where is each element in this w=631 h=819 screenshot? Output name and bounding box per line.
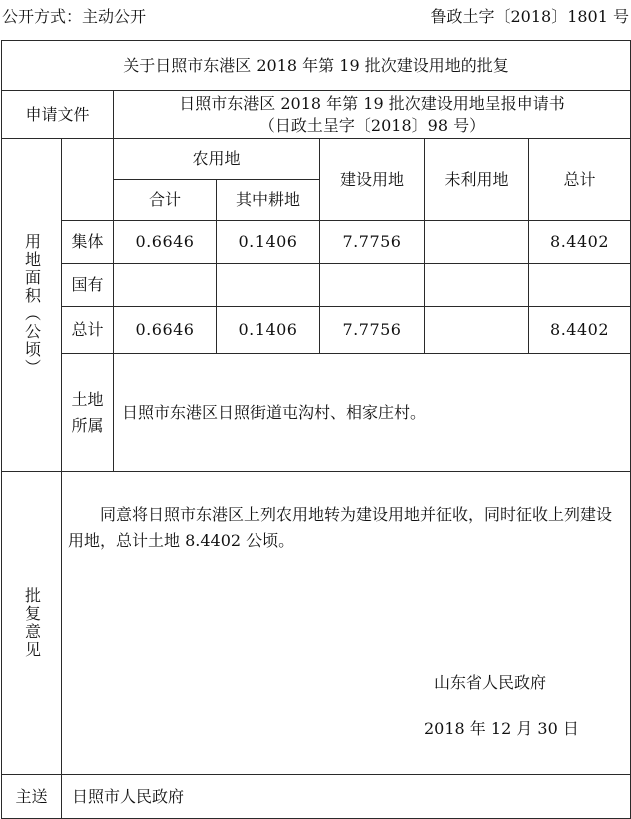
cell-state-unused <box>425 264 529 307</box>
col-header-total: 总计 <box>529 139 631 221</box>
approval-content-cell <box>62 472 631 775</box>
cell-collective-total: 8.4402 <box>529 221 631 264</box>
cell-state-construction <box>320 264 425 307</box>
table-row-total <box>2 307 631 354</box>
ownership-label: 土地所属 <box>71 389 104 435</box>
row-label-state-owned: 国有 <box>62 264 114 307</box>
cell-total-construction: 7.7756 <box>320 307 425 354</box>
cell-total-unused <box>425 307 529 354</box>
table-row-collective <box>2 221 631 264</box>
ownership-value: 日照市东港区日照街道屯沟村、相家庄村。 <box>114 354 631 472</box>
cell-collective-construction: 7.7756 <box>320 221 425 264</box>
cell-state-total <box>529 264 631 307</box>
approval-label: 批复意见 <box>22 587 42 659</box>
cell-collective-subtotal: 0.6646 <box>114 221 217 264</box>
document-number: 鲁政土字〔2018〕1801 号 <box>430 7 629 26</box>
cell-total-total: 8.4402 <box>529 307 631 354</box>
disclosure-method: 公开方式：主动公开 <box>2 7 147 26</box>
cell-state-arable <box>217 264 320 307</box>
approval-label-cell <box>2 472 62 775</box>
col-header-construction: 建设用地 <box>320 139 425 221</box>
col-header-agricultural: 农用地 <box>114 139 320 180</box>
header-blank-cell <box>62 139 114 221</box>
col-header-arable: 其中耕地 <box>217 180 320 221</box>
area-section-label: 用地面积（公顷） <box>22 233 42 377</box>
document-title: 关于日照市东港区 2018 年第 19 批次建设用地的批复 <box>2 41 631 91</box>
ownership-label-cell <box>62 354 114 472</box>
table-row-state-owned <box>2 264 631 307</box>
col-header-unused: 未利用地 <box>425 139 529 221</box>
cell-state-subtotal <box>114 264 217 307</box>
row-label-collective: 集体 <box>62 221 114 264</box>
area-section-label-cell <box>2 139 62 472</box>
approval-text: 同意将日照市东港区上列农用地转为建设用地并征收，同时征收上列建设用地，总计土地 8.4402 公顷。 <box>68 505 613 550</box>
approval-form-table <box>1 40 631 819</box>
approval-signer: 山东省人民政府 <box>434 673 547 692</box>
cell-total-subtotal: 0.6646 <box>114 307 217 354</box>
cell-collective-unused <box>425 221 529 264</box>
recipient-label: 主送 <box>2 775 62 819</box>
row-label-total: 总计 <box>62 307 114 354</box>
approval-date: 2018 年 12 月 30 日 <box>424 719 579 738</box>
cell-collective-arable: 0.1406 <box>217 221 320 264</box>
application-document <box>114 91 631 139</box>
recipient-value: 日照市人民政府 <box>62 775 631 819</box>
col-header-subtotal: 合计 <box>114 180 217 221</box>
application-line-1: 日照市东港区 2018 年第 19 批次建设用地呈报申请书 <box>179 93 565 113</box>
application-label: 申请文件 <box>2 91 114 139</box>
cell-total-arable: 0.1406 <box>217 307 320 354</box>
application-line-2: （日政土呈字〔2018〕98 号） <box>258 115 486 135</box>
